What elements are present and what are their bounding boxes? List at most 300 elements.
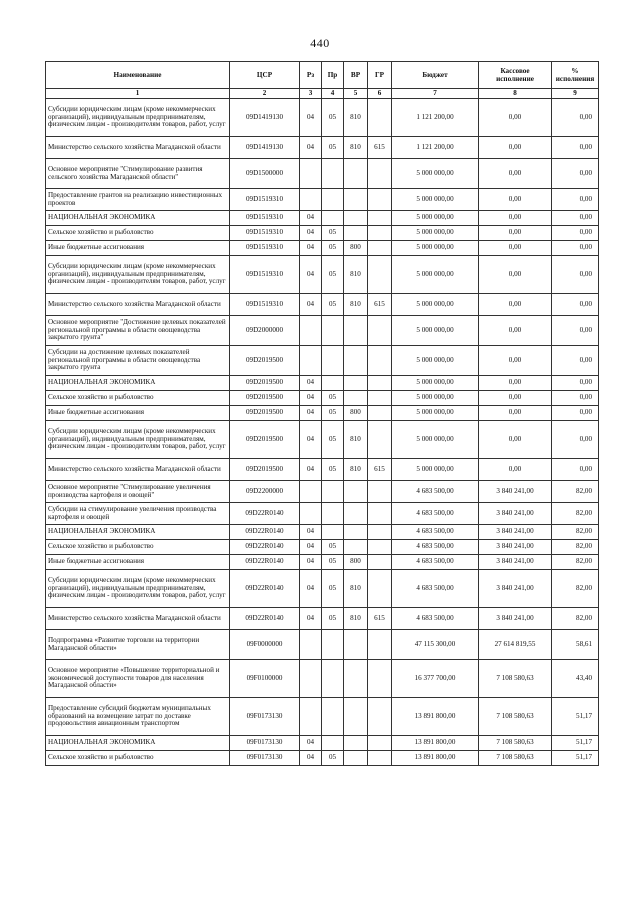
cell-pr: 05 [322,137,344,159]
cell-pr [322,316,344,346]
cell-cash: 0,00 [479,391,552,406]
cell-budget: 4 683 500,00 [392,503,479,525]
cell-csr: 09F0000000 [230,630,300,660]
cell-gr [368,736,392,751]
cell-budget: 5 000 000,00 [392,211,479,226]
cell-name: Сельское хозяйство и рыболовство [46,751,230,766]
cell-rz: 04 [300,294,322,316]
cell-pct: 0,00 [552,137,599,159]
table-row [46,376,599,391]
cell-vr [344,376,368,391]
cell-gr [368,241,392,256]
cell-pct: 51,17 [552,698,599,736]
cell-gr: 615 [368,137,392,159]
table-row [46,503,599,525]
col-header-cash: Кассовое исполнение [479,62,552,89]
col-number: 3 [300,89,322,99]
cell-pct: 0,00 [552,256,599,294]
cell-csr: 09D22R0140 [230,555,300,570]
cell-pct: 0,00 [552,159,599,189]
cell-rz [300,481,322,503]
cell-name: Субсидии юридическим лицам (кроме некоммерческих организаций), индивидуальным предпринимателям, физическим лицам - производителям товаров, работ, услуг [46,256,230,294]
cell-gr [368,630,392,660]
cell-gr [368,159,392,189]
table-row [46,481,599,503]
cell-pr [322,376,344,391]
cell-csr: 09D2019500 [230,421,300,459]
cell-pct: 0,00 [552,406,599,421]
cell-pr: 05 [322,608,344,630]
cell-csr: 09D22R0140 [230,608,300,630]
cell-rz: 04 [300,406,322,421]
cell-gr: 615 [368,294,392,316]
cell-name: Основное мероприятие "Стимулирование развития сельского хозяйства Магаданской области" [46,159,230,189]
cell-gr [368,226,392,241]
table-body [46,99,599,766]
cell-gr [368,211,392,226]
cell-name: Субсидии юридическим лицам (кроме некоммерческих организаций), индивидуальным предпринимателям, физическим лицам - производителям товаров, работ, услуг [46,99,230,137]
cell-budget: 5 000 000,00 [392,459,479,481]
cell-gr [368,751,392,766]
table-header-row [46,62,599,89]
cell-vr: 810 [344,608,368,630]
cell-rz [300,159,322,189]
cell-budget: 5 000 000,00 [392,159,479,189]
table-row [46,570,599,608]
cell-pct: 0,00 [552,346,599,376]
cell-vr: 810 [344,294,368,316]
cell-pr: 05 [322,540,344,555]
cell-name: Министерство сельского хозяйства Магаданской области [46,608,230,630]
cell-pct: 0,00 [552,316,599,346]
cell-name: Министерство сельского хозяйства Магаданской области [46,294,230,316]
cell-budget: 5 000 000,00 [392,316,479,346]
cell-gr [368,189,392,211]
table-row [46,736,599,751]
cell-cash: 0,00 [479,99,552,137]
cell-gr: 615 [368,459,392,481]
cell-gr [368,503,392,525]
table-row [46,555,599,570]
cell-budget: 4 683 500,00 [392,570,479,608]
cell-rz [300,660,322,698]
col-number: 9 [552,89,599,99]
cell-pr [322,736,344,751]
cell-pct: 82,00 [552,570,599,608]
cell-csr: 09D2200000 [230,481,300,503]
cell-cash: 7 108 580,63 [479,660,552,698]
cell-csr: 09F0100000 [230,660,300,698]
cell-cash: 0,00 [479,241,552,256]
cell-cash: 3 840 241,00 [479,608,552,630]
cell-cash: 7 108 580,63 [479,736,552,751]
table-row [46,660,599,698]
cell-rz [300,698,322,736]
cell-pr: 05 [322,421,344,459]
cell-pr [322,159,344,189]
cell-pr: 05 [322,241,344,256]
table-row [46,540,599,555]
cell-pr: 05 [322,459,344,481]
cell-csr: 09D22R0140 [230,525,300,540]
cell-budget: 4 683 500,00 [392,540,479,555]
col-number: 7 [392,89,479,99]
cell-pct: 51,17 [552,736,599,751]
cell-pct: 43,40 [552,660,599,698]
cell-vr: 810 [344,570,368,608]
cell-gr: 615 [368,608,392,630]
col-header-vr: ВР [344,62,368,89]
cell-pr [322,211,344,226]
cell-name: НАЦИОНАЛЬНАЯ ЭКОНОМИКА [46,376,230,391]
cell-gr [368,698,392,736]
cell-pr [322,346,344,376]
cell-budget: 1 121 200,00 [392,99,479,137]
cell-budget: 5 000 000,00 [392,421,479,459]
cell-csr: 09F0173130 [230,751,300,766]
cell-pr: 05 [322,256,344,294]
col-header-gr: ГР [368,62,392,89]
cell-cash: 3 840 241,00 [479,540,552,555]
cell-name: Основное мероприятие "Стимулирование увеличения производства картофеля и овощей" [46,481,230,503]
cell-cash: 0,00 [479,459,552,481]
cell-rz: 04 [300,99,322,137]
cell-vr [344,736,368,751]
cell-pct: 0,00 [552,211,599,226]
cell-gr [368,421,392,459]
table-row [46,698,599,736]
cell-pct: 0,00 [552,241,599,256]
cell-budget: 1 121 200,00 [392,137,479,159]
budget-table [45,61,599,766]
cell-vr [344,159,368,189]
cell-csr: 09F0173130 [230,698,300,736]
cell-rz: 04 [300,241,322,256]
cell-csr: 09D1419130 [230,99,300,137]
cell-cash: 0,00 [479,376,552,391]
col-number: 4 [322,89,344,99]
cell-gr [368,406,392,421]
cell-pct: 82,00 [552,481,599,503]
cell-budget: 5 000 000,00 [392,256,479,294]
cell-pct: 82,00 [552,608,599,630]
cell-csr: 09D2019500 [230,406,300,421]
cell-pr [322,525,344,540]
cell-budget: 5 000 000,00 [392,346,479,376]
cell-pct: 82,00 [552,555,599,570]
cell-csr: 09D2019500 [230,459,300,481]
cell-vr [344,540,368,555]
col-header-pr: Пр [322,62,344,89]
cell-vr: 800 [344,241,368,256]
col-number: 6 [368,89,392,99]
cell-budget: 5 000 000,00 [392,391,479,406]
cell-name: Иные бюджетные ассигнования [46,241,230,256]
cell-rz [300,316,322,346]
col-header-pct: % исполнения [552,62,599,89]
cell-csr: 09D1519310 [230,256,300,294]
cell-rz [300,503,322,525]
col-number: 5 [344,89,368,99]
cell-gr [368,316,392,346]
cell-vr [344,503,368,525]
cell-vr: 810 [344,459,368,481]
cell-gr [368,376,392,391]
cell-name: Подпрограмма «Развитие торговли на территории Магаданской области» [46,630,230,660]
cell-pr [322,503,344,525]
cell-gr [368,555,392,570]
table-row [46,137,599,159]
cell-rz: 04 [300,736,322,751]
cell-csr: 09D1500000 [230,159,300,189]
cell-vr [344,481,368,503]
cell-budget: 13 891 800,00 [392,736,479,751]
cell-csr: 09D2019500 [230,346,300,376]
cell-name: Субсидии юридическим лицам (кроме некоммерческих организаций), индивидуальным предпринимателям, физическим лицам - производителям товаров, работ, услуг [46,421,230,459]
cell-vr: 810 [344,256,368,294]
cell-pct: 82,00 [552,540,599,555]
cell-name: Иные бюджетные ассигнования [46,555,230,570]
col-number: 2 [230,89,300,99]
cell-gr [368,660,392,698]
cell-gr [368,346,392,376]
cell-pr: 05 [322,391,344,406]
cell-rz: 04 [300,608,322,630]
cell-rz: 04 [300,459,322,481]
cell-name: Предоставление субсидий бюджетам муниципальных образований на возмещение затрат по доставке продовольствия авиационным транспортом [46,698,230,736]
cell-name: Министерство сельского хозяйства Магаданской области [46,459,230,481]
cell-budget: 4 683 500,00 [392,608,479,630]
table-row [46,211,599,226]
cell-gr [368,256,392,294]
cell-pct: 0,00 [552,294,599,316]
cell-name: Министерство сельского хозяйства Магаданской области [46,137,230,159]
table-row [46,751,599,766]
cell-vr [344,525,368,540]
cell-pr [322,189,344,211]
table-row [46,406,599,421]
cell-budget: 13 891 800,00 [392,751,479,766]
cell-vr: 810 [344,137,368,159]
cell-budget: 5 000 000,00 [392,294,479,316]
cell-csr: 09D1519310 [230,211,300,226]
cell-csr: 09D22R0140 [230,503,300,525]
cell-cash: 0,00 [479,421,552,459]
table-row [46,226,599,241]
cell-pr: 05 [322,226,344,241]
cell-rz [300,630,322,660]
cell-csr: 09D1519310 [230,241,300,256]
cell-gr [368,525,392,540]
cell-pct: 58,61 [552,630,599,660]
table-row [46,99,599,137]
cell-name: Субсидии на стимулирование увеличения производства картофеля и овощей [46,503,230,525]
cell-rz: 04 [300,540,322,555]
cell-vr: 810 [344,99,368,137]
cell-rz: 04 [300,137,322,159]
table-row [46,256,599,294]
cell-name: Субсидии на достижение целевых показателей региональной программы в области овощеводства закрытого грунта [46,346,230,376]
cell-csr: 09D2019500 [230,391,300,406]
cell-pct: 0,00 [552,421,599,459]
cell-cash: 3 840 241,00 [479,570,552,608]
cell-rz: 04 [300,751,322,766]
table-row [46,294,599,316]
cell-pct: 0,00 [552,99,599,137]
table-row [46,630,599,660]
table-row [46,159,599,189]
cell-name: Сельское хозяйство и рыболовство [46,540,230,555]
cell-vr [344,211,368,226]
page-number: 440 [310,36,330,50]
cell-pr: 05 [322,555,344,570]
cell-vr [344,189,368,211]
col-header-name: Наименование [46,62,230,89]
cell-rz: 04 [300,555,322,570]
cell-csr: 09D1519310 [230,226,300,241]
cell-cash: 3 840 241,00 [479,555,552,570]
cell-pct: 0,00 [552,459,599,481]
cell-name: Сельское хозяйство и рыболовство [46,391,230,406]
cell-cash: 7 108 580,63 [479,698,552,736]
cell-pct: 0,00 [552,391,599,406]
table-row [46,391,599,406]
cell-name: НАЦИОНАЛЬНАЯ ЭКОНОМИКА [46,525,230,540]
cell-name: НАЦИОНАЛЬНАЯ ЭКОНОМИКА [46,211,230,226]
cell-name: Основное мероприятие "Достижение целевых показателей региональной программы в области овощеводства закрытого грунта" [46,316,230,346]
cell-cash: 0,00 [479,406,552,421]
cell-pr: 05 [322,406,344,421]
cell-gr [368,570,392,608]
cell-rz: 04 [300,226,322,241]
cell-budget: 5 000 000,00 [392,189,479,211]
cell-pr: 05 [322,570,344,608]
cell-csr: 09D22R0140 [230,540,300,555]
col-number: 8 [479,89,552,99]
cell-cash: 7 108 580,63 [479,751,552,766]
cell-rz: 04 [300,570,322,608]
cell-vr [344,226,368,241]
cell-pr [322,630,344,660]
cell-vr [344,751,368,766]
cell-rz [300,346,322,376]
cell-pct: 0,00 [552,226,599,241]
cell-pr [322,698,344,736]
cell-rz: 04 [300,525,322,540]
cell-gr [368,481,392,503]
cell-csr: 09F0173130 [230,736,300,751]
cell-pct: 0,00 [552,376,599,391]
cell-name: Иные бюджетные ассигнования [46,406,230,421]
cell-csr: 09D2019500 [230,376,300,391]
cell-vr [344,698,368,736]
cell-cash: 0,00 [479,211,552,226]
cell-gr [368,99,392,137]
cell-pct: 82,00 [552,503,599,525]
column-number-row [46,89,599,99]
cell-cash: 0,00 [479,226,552,241]
cell-pr [322,660,344,698]
cell-pct: 51,17 [552,751,599,766]
cell-rz: 04 [300,421,322,459]
cell-cash: 0,00 [479,346,552,376]
cell-budget: 4 683 500,00 [392,555,479,570]
table-row [46,316,599,346]
cell-budget: 5 000 000,00 [392,376,479,391]
table-row [46,525,599,540]
cell-pct: 0,00 [552,189,599,211]
cell-cash: 0,00 [479,159,552,189]
cell-budget: 4 683 500,00 [392,525,479,540]
cell-name: Субсидии юридическим лицам (кроме некоммерческих организаций), индивидуальным предпринимателям, физическим лицам - производителям товаров, работ, услуг [46,570,230,608]
cell-cash: 3 840 241,00 [479,481,552,503]
cell-vr [344,391,368,406]
table-row [46,189,599,211]
cell-pct: 82,00 [552,525,599,540]
cell-vr [344,660,368,698]
cell-rz [300,189,322,211]
cell-name: Предоставление грантов на реализацию инвестиционных проектов [46,189,230,211]
cell-rz: 04 [300,376,322,391]
table-row [46,459,599,481]
cell-budget: 13 891 800,00 [392,698,479,736]
cell-csr: 09D2000000 [230,316,300,346]
cell-budget: 47 115 300,00 [392,630,479,660]
cell-budget: 5 000 000,00 [392,406,479,421]
cell-pr: 05 [322,294,344,316]
cell-csr: 09D1419130 [230,137,300,159]
col-number: 1 [46,89,230,99]
cell-pr: 05 [322,751,344,766]
cell-rz: 04 [300,211,322,226]
cell-cash: 3 840 241,00 [479,503,552,525]
cell-vr: 800 [344,406,368,421]
table-row [46,241,599,256]
cell-cash: 0,00 [479,256,552,294]
cell-vr: 800 [344,555,368,570]
cell-cash: 0,00 [479,189,552,211]
cell-vr [344,316,368,346]
cell-rz: 04 [300,391,322,406]
cell-budget: 5 000 000,00 [392,241,479,256]
cell-cash: 0,00 [479,316,552,346]
cell-name: Сельское хозяйство и рыболовство [46,226,230,241]
cell-cash: 27 614 819,55 [479,630,552,660]
cell-pr [322,481,344,503]
cell-rz: 04 [300,256,322,294]
col-header-budget: Бюджет [392,62,479,89]
cell-cash: 0,00 [479,137,552,159]
cell-csr: 09D22R0140 [230,570,300,608]
col-header-csr: ЦСР [230,62,300,89]
cell-csr: 09D1519310 [230,294,300,316]
cell-name: НАЦИОНАЛЬНАЯ ЭКОНОМИКА [46,736,230,751]
cell-gr [368,540,392,555]
table-row [46,346,599,376]
cell-gr [368,391,392,406]
table-row [46,608,599,630]
cell-budget: 4 683 500,00 [392,481,479,503]
cell-pr: 05 [322,99,344,137]
col-header-rz: Рз [300,62,322,89]
cell-name: Основное мероприятие «Повышение территориальной и экономической доступности товаров для населения Магаданской области» [46,660,230,698]
cell-vr: 810 [344,421,368,459]
cell-budget: 16 377 700,00 [392,660,479,698]
cell-cash: 0,00 [479,294,552,316]
cell-csr: 09D1519310 [230,189,300,211]
cell-vr [344,630,368,660]
table-row [46,421,599,459]
